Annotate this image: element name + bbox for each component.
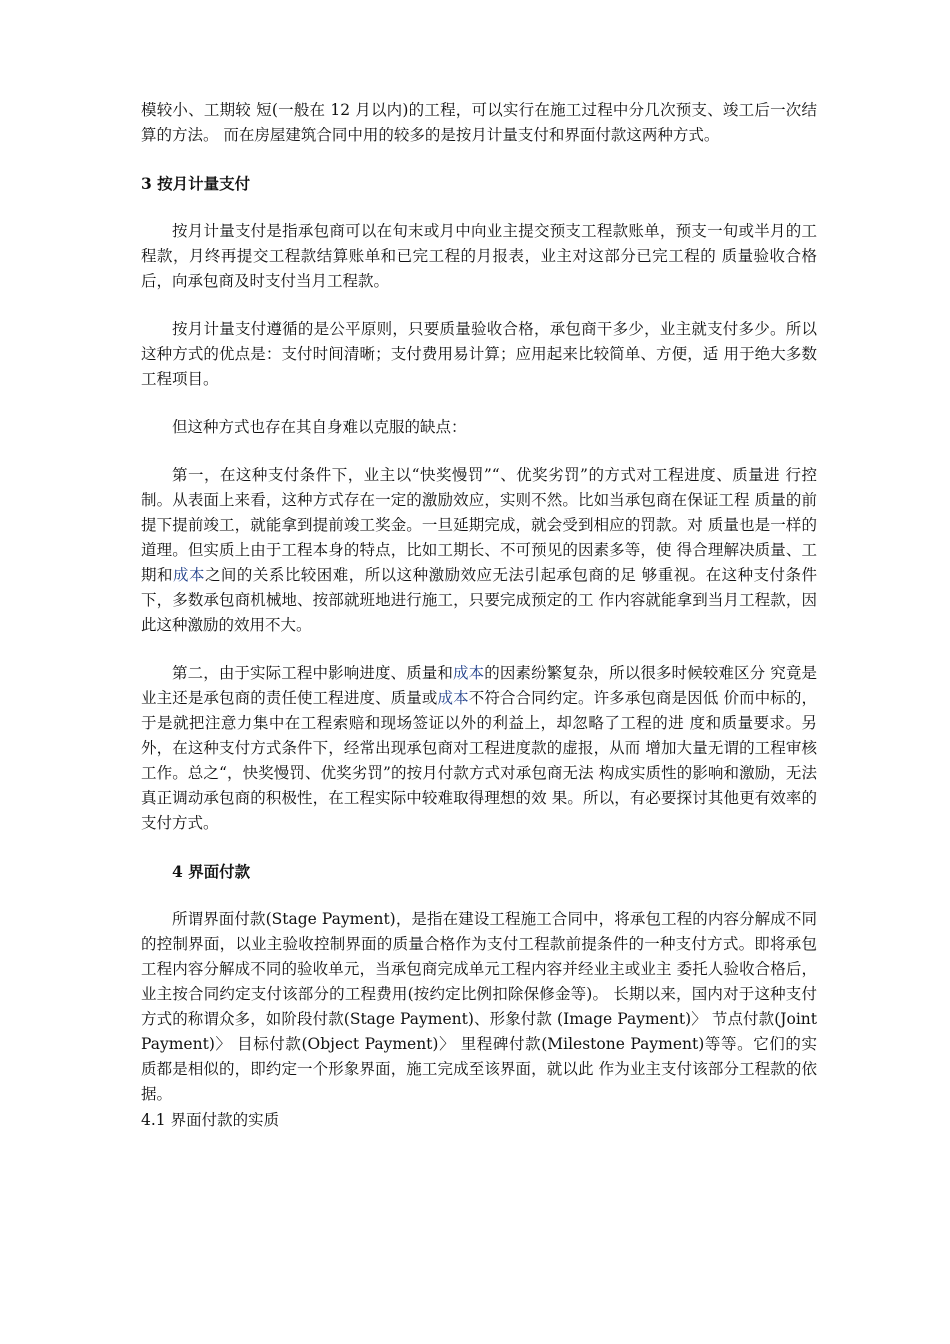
text-segment: 不符合合同约定。许多承包商是因低 价而中标的，于是就把注意力集中在工程索赔和现场签证以外的利益上，却忽略了工程的进 度和质量要求。另外，在这种支付方式条件下，经常出现承包商对工程进度款的虚报，从而 增加大量无谓的工程审核工作。总之“，快奖慢罚、优奖劣罚”的按月付款方式对承包商无法 构成实质性的影响和激励，无法真正调动承包商的积极性，在工程实际中较难取得理想的效 果。所以，有必要探讨其他更有效率的支付方式。 [141,689,817,832]
link-cost[interactable]: 成本 [437,689,469,707]
link-cost[interactable]: 成本 [453,664,485,682]
document-page [141,98,817,1133]
heading-stage-payment: 4 界面付款 [172,862,251,881]
text-segment: 之间的关系比较困难，所以这种激励效应无法引起承包商的足 够重视。在这种支付条件下，多数承包商机械地、按部就班地进行施工，只要完成预定的工 作内容就能拿到当月工程款，因此这种激励的效用不大。 [141,566,817,634]
paragraph-drawback-second [141,661,817,836]
text-segment: 第二，由于实际工程中影响进度、质量和 [172,664,453,682]
text-segment: 第一，在这种支付条件下，业主以“快奖慢罚”“、优奖劣罚”的方式对工程进度、质量进 行控制。从表面上来看，这种方式存在一定的激励效应，实则不然。比如当承包商在保证工程 质量的前提下提前竣工，就能拿到提前竣工奖金。一旦延期完成，就会受到相应的罚款。对 质量也是一样的道理。但实质上由于工程本身的特点，比如工期长、不可预见的因素多等，使 得合理解决质量、工期和 [141,466,817,584]
text-segment: 的因素纷繁复杂，所以很多时候较难区分 究竟是业主还是承包商的责任使工程进度、质量或 [141,664,817,707]
paragraph-drawback-first [141,463,817,638]
link-cost[interactable]: 成本 [172,566,205,584]
heading-monthly-payment: 3 按月计量支付 [141,174,251,193]
paragraph-monthly-definition: 按月计量支付是指承包商可以在旬末或月中向业主提交预支工程款账单，预支一旬或半月的工程款，月终再提交工程款结算账单和已完工程的月报表，业主对这部分已完工程的 质量验收合格后，向承包商及时支付当月工程款。 [141,222,817,290]
paragraph-monthly-advantages: 按月计量支付遵循的是公平原则，只要质量验收合格，承包商干多少，业主就支付多少。所以这种方式的优点是：支付时间清晰；支付费用易计算；应用起来比较简单、方便，适 用于绝大多数工程项目。 [141,320,817,388]
paragraph-stage-payment: 所谓界面付款(Stage Payment)，是指在建设工程施工合同中，将承包工程的内容分解成不同的控制界面，以业主验收控制界面的质量合格作为支付工程款前提条件的一种支付方式。即将承包工程内容分解成不同的验收单元，当承包商完成单元工程内容并经业主或业主 委托人验收合格后，业主按合同约定支付该部分的工程费用(按约定比例扣除保修金等)。 长期以来，国内对于这种支付方式的称谓众多，如阶段付款(Stage Payment)、形象付款 (Image Payment)〉 节点付款(Joint Payment)〉 目标付款(Object Payment)〉 里程碑付款(Milestone Payment)等等。它们的实质都是相似的，即约定一个形象界面，施工完成至该界面，就以此 作为业主支付该部分工程款的依据。 [141,910,817,1103]
subheading-stage-essence: 4.1 界面付款的实质 [141,1111,280,1129]
paragraph-intro: 模较小、工期较 短(一般在 12 月以内)的工程，可以实行在施工过程中分几次预支、竣工后一次结算的方法。 而在房屋建筑合同中用的较多的是按月计量支付和界面付款这两种方式。 [141,101,817,144]
paragraph-monthly-drawbacks: 但这种方式也存在其自身难以克服的缺点： [172,418,467,436]
